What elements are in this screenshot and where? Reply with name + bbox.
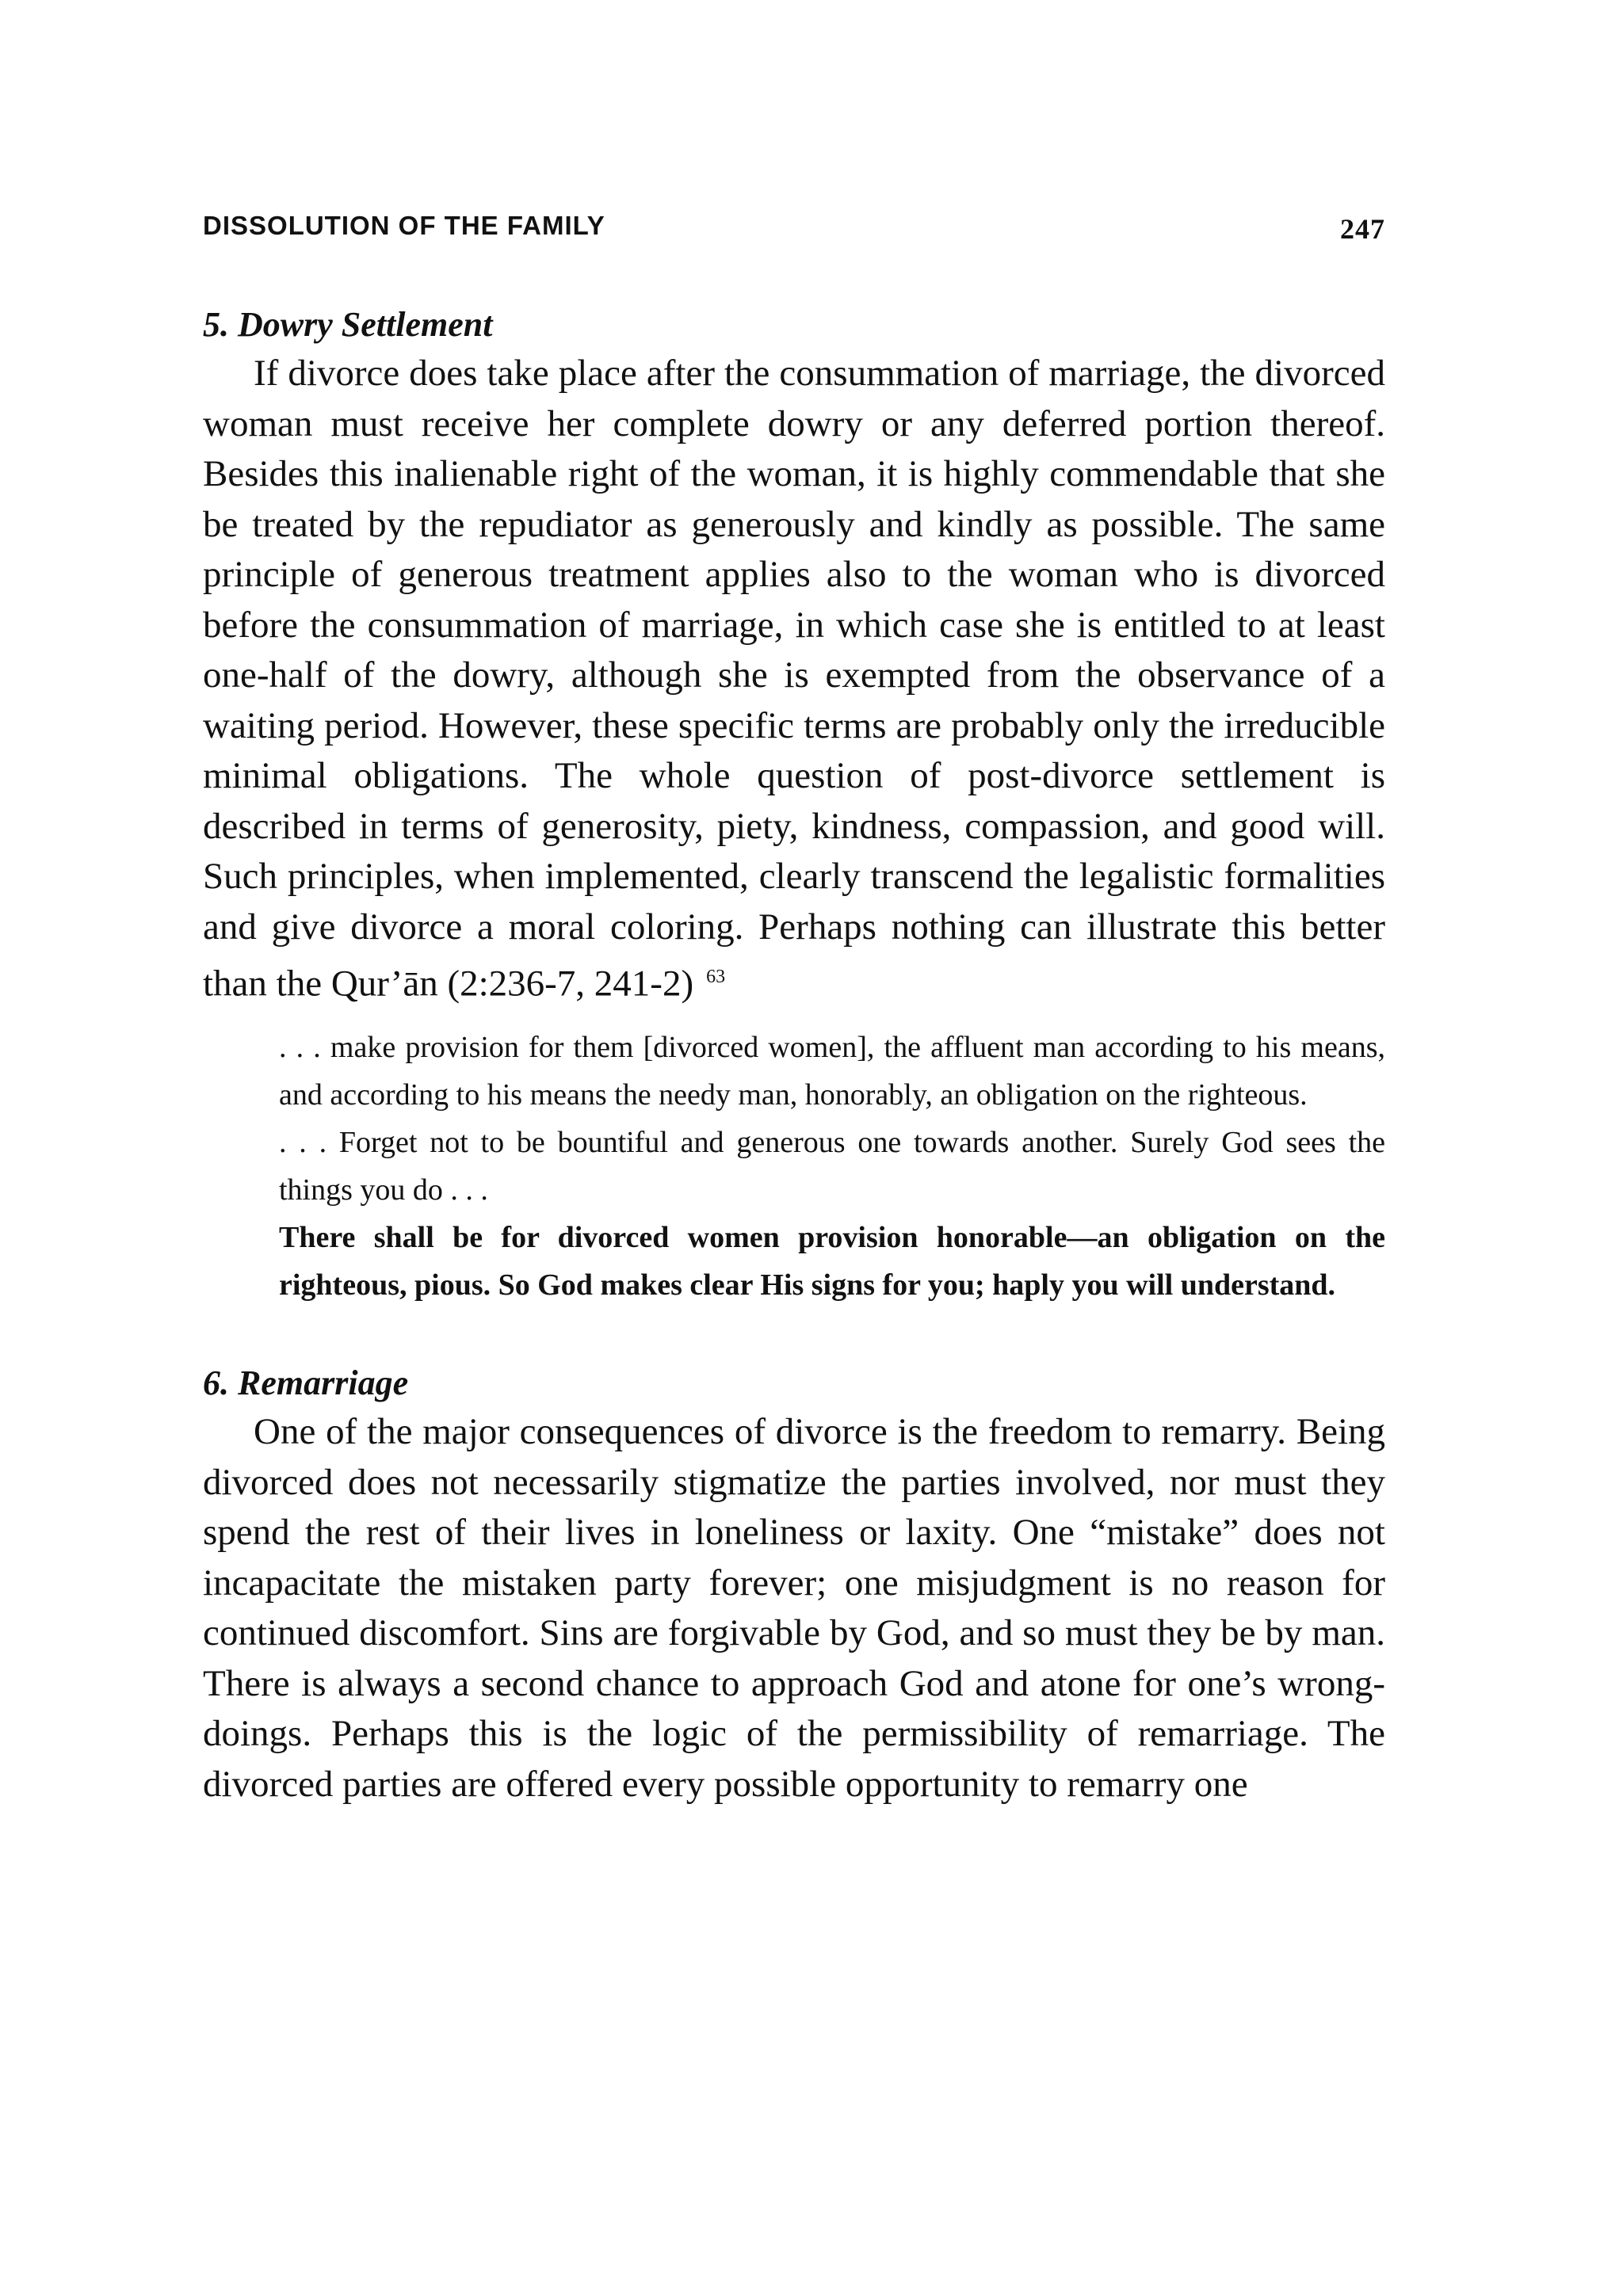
paragraph-remarriage: One of the major consequences of divorce is the freedom to remarry. Being divorced does not necessarily stigmatize the parties involved, nor must they spend the rest of their lives in loneliness or laxity. One “mistake” does not incapacitate the mistaken party forever; one misjudgment is no reason for continued discomfort. Sins are forgivable by God, and so must they be by man. There is always a second chance to approach God and atone for one’s wrong-doings. Perhaps this is the logic of the permissibility of remarriage. The divorced parties are offered every possible opportunity to remarry one bbox=[203, 1411, 1385, 1805]
page-body bbox=[203, 301, 1385, 1810]
running-title: DISSOLUTION OF THE FAMILY bbox=[203, 211, 605, 240]
spacer bbox=[203, 1309, 1385, 1360]
paragraph-text: If divorce does take place after the consummation of marriage, the divorced woman must receive her complete dowry or any deferred portion thereof. Besides this inalienable right of the woman, it is highly commendable that she be treated by the repudiator as generously and kindly as possible. The same principle of generous treatment applies also to the woman who is divorced before the consummation of marriage, in which case she is entitled to at least one-half of the dowry, although she is exempted from the observance of a waiting period. However, these specific terms are probably only the irreducible minimal obligations. The whole question of post-divorce settlement is described in terms of generosity, piety, kindness, compassion, and good will. Such principles, when implemented, clearly transcend the legalistic formalities and give divorce a moral coloring. Perhaps nothing can illustrate this better than the Qur’ān (2:236-7, 241-2) bbox=[203, 353, 1385, 1005]
quote-line: . . . make provision for them [divorced women], the affluent man according to his means, and according to his means the needy man, honorably, an obligation on the righteous. bbox=[279, 1031, 1385, 1112]
quran-quotation bbox=[279, 1024, 1385, 1309]
quote-line: There shall be for divorced women provision honorable—an obligation on the righteous, pious. So God makes clear His signs for you; haply you will understand. bbox=[279, 1221, 1385, 1302]
running-head bbox=[203, 208, 1385, 255]
page-number: 247 bbox=[1340, 213, 1385, 245]
paragraph-dowry-settlement bbox=[203, 349, 1385, 1009]
section-heading-remarriage: 6. Remarriage bbox=[203, 1363, 409, 1403]
footnote-reference: 63 bbox=[706, 967, 726, 987]
quote-line: . . . Forget not to be bountiful and generous one towards another. Surely God sees the things you do . . . bbox=[279, 1126, 1385, 1207]
section-heading-dowry-settlement: 5. Dowry Settlement bbox=[203, 305, 493, 344]
